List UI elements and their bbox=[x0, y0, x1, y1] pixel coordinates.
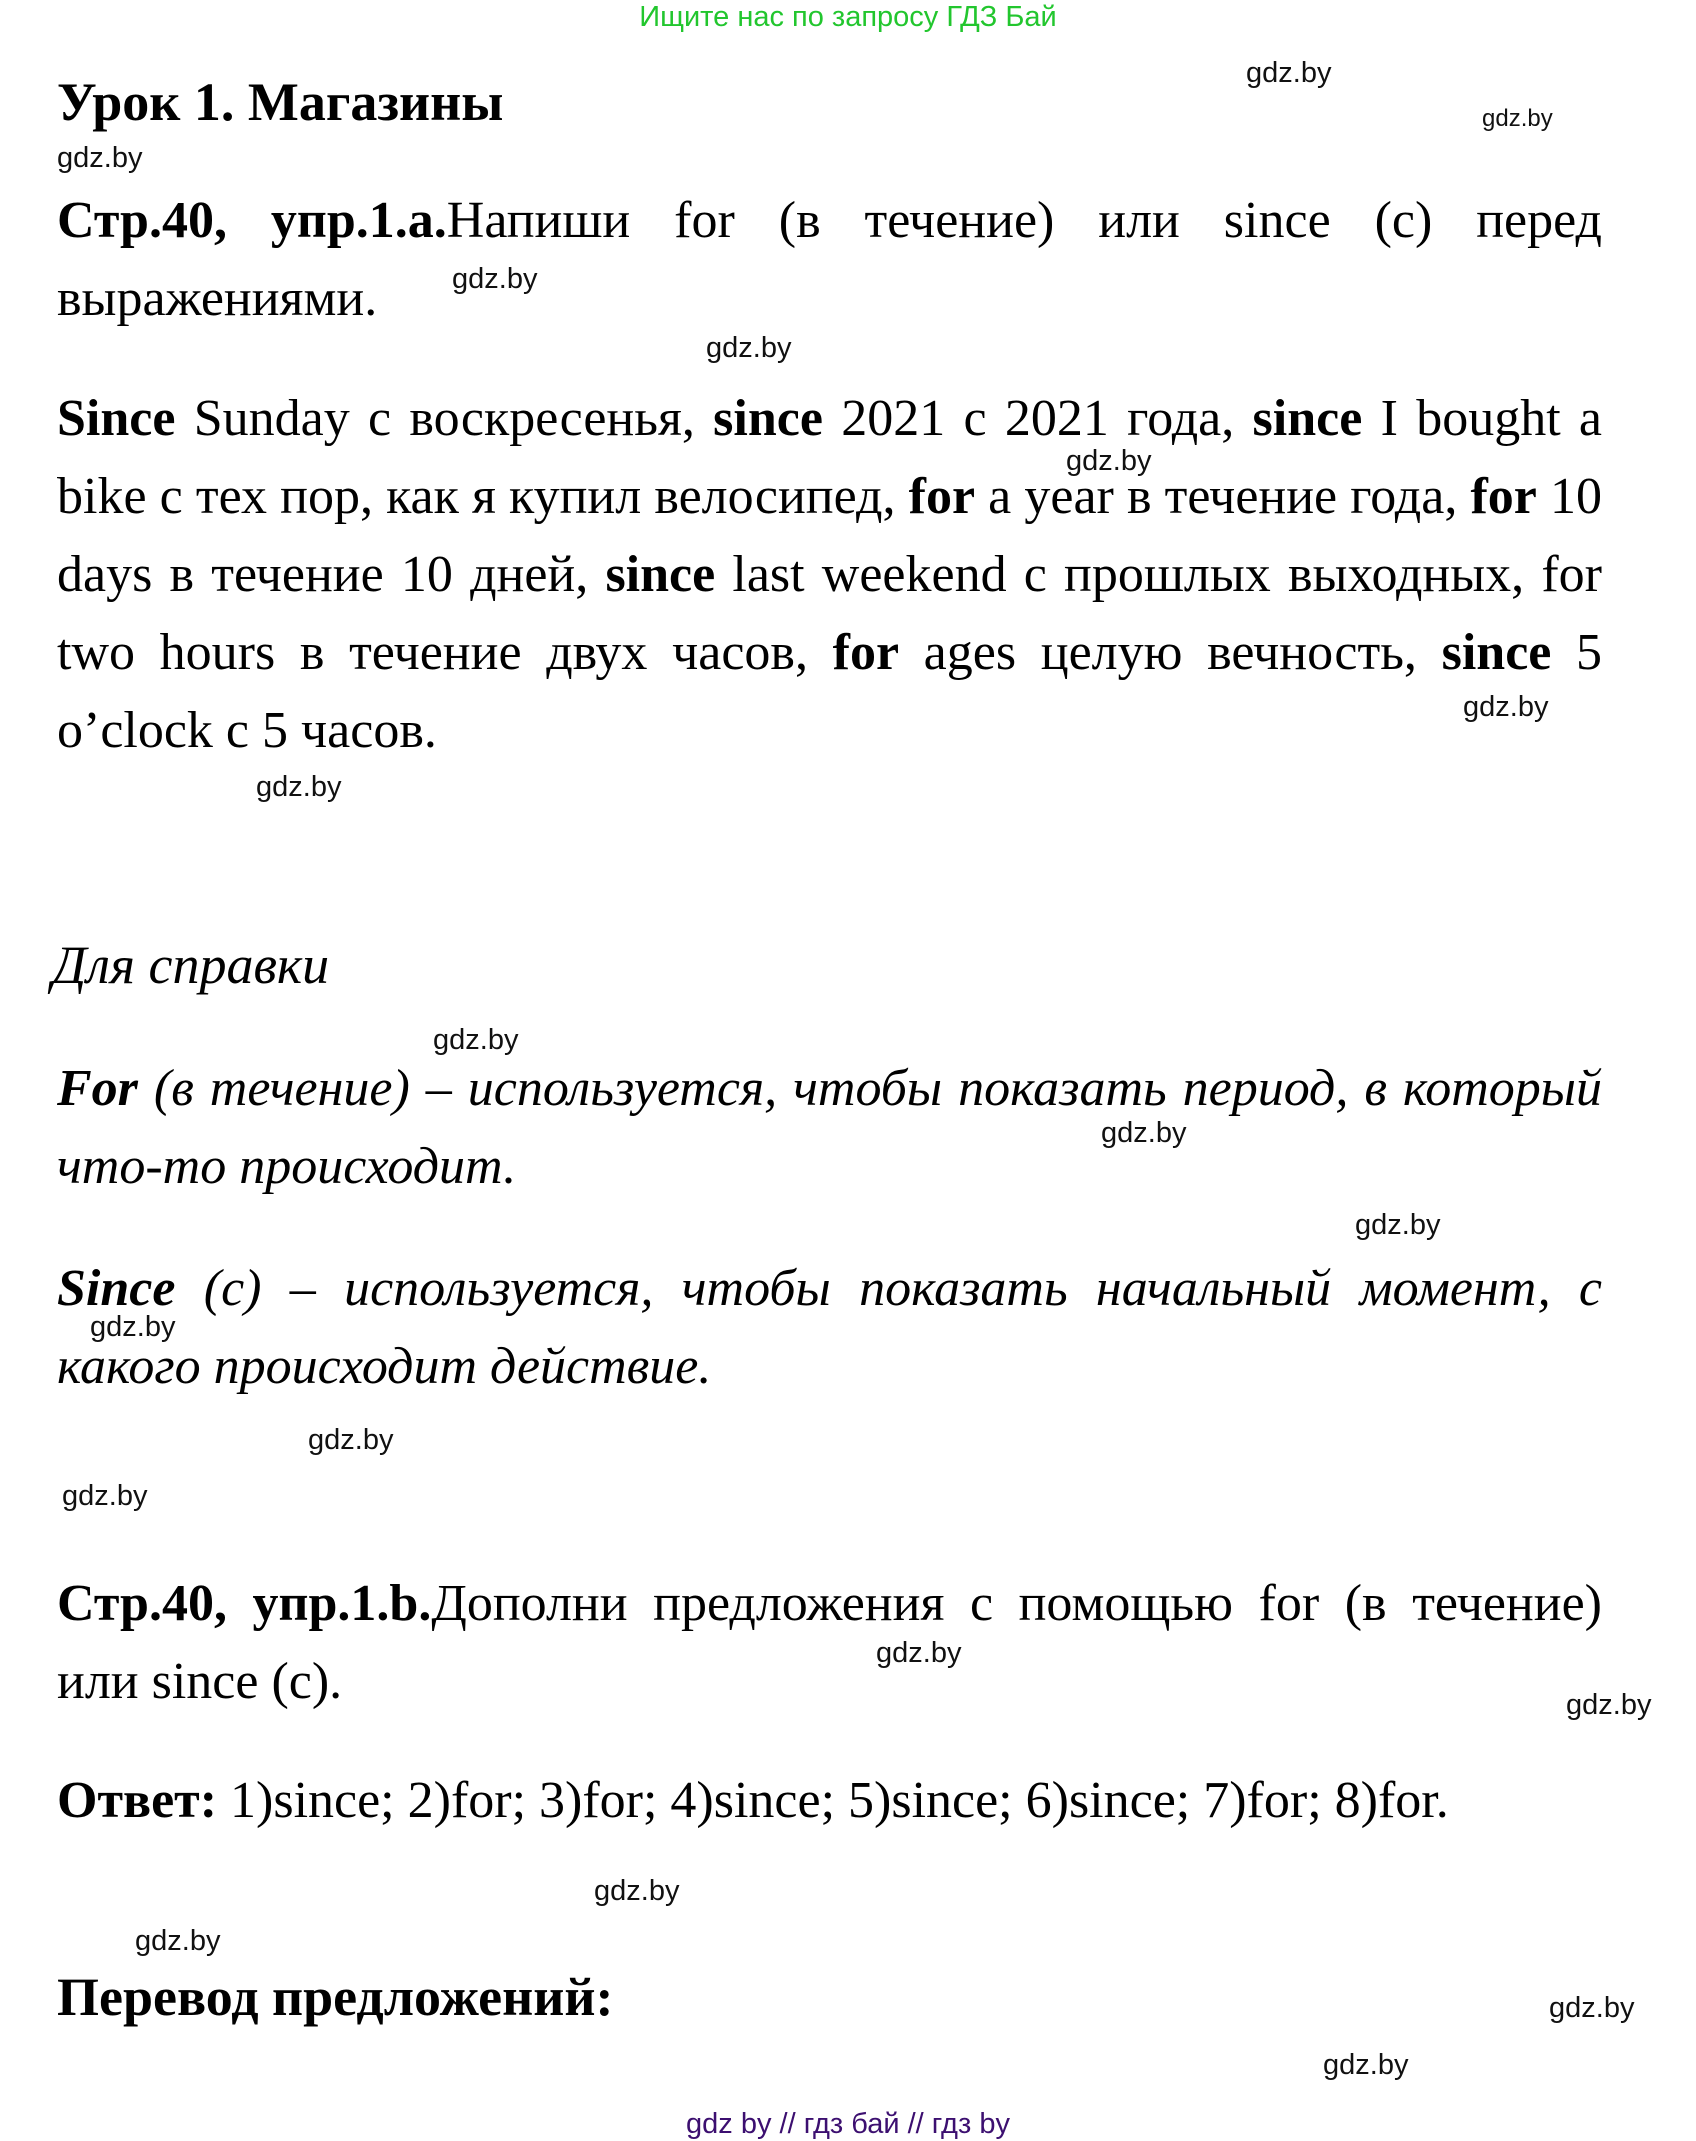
answer-term: since bbox=[713, 390, 823, 447]
watermark: gdz.by bbox=[1549, 1992, 1635, 2024]
exercise-a bbox=[57, 182, 1602, 338]
footer-banner: gdz by // гдз бай // гдз by bbox=[686, 2108, 1010, 2140]
watermark: gdz.by bbox=[1482, 105, 1553, 132]
answer-a bbox=[57, 380, 1602, 770]
answer-text: ages целую вечность, bbox=[899, 624, 1442, 681]
watermark: gdz.by bbox=[62, 1480, 148, 1512]
exercise-a-instruction: Напиши for (в течение) или since (с) перед выражениями. bbox=[57, 192, 1602, 327]
reference-for-text: (в течение) – используется, чтобы показать период, в который что-то происходит. bbox=[57, 1060, 1602, 1195]
watermark: gdz.by bbox=[1246, 57, 1332, 89]
watermark: gdz.by bbox=[90, 1311, 176, 1343]
reference-since-text: (с) – используется, чтобы показать начальный момент, с какого происходит действие. bbox=[57, 1260, 1602, 1395]
watermark: gdz.by bbox=[135, 1925, 221, 1957]
reference-since bbox=[57, 1250, 1602, 1406]
exercise-b bbox=[57, 1565, 1602, 1721]
watermark: gdz.by bbox=[1566, 1689, 1652, 1721]
watermark: gdz.by bbox=[594, 1875, 680, 1907]
watermark: gdz.by bbox=[57, 142, 143, 174]
answer-term: Since bbox=[57, 390, 176, 447]
answer-term: since bbox=[1252, 390, 1363, 447]
reference-heading: Для справки bbox=[52, 935, 330, 995]
answer-text: 10 days в течение 10 дней, bbox=[57, 468, 1603, 603]
answer-term: since bbox=[1441, 624, 1552, 681]
exercise-b-instruction: Дополни предложения с помощью for (в течение) или since (с). bbox=[57, 1575, 1602, 1710]
lesson-title: Урок 1. Магазины bbox=[57, 72, 504, 132]
answer-b-label: Ответ: bbox=[57, 1772, 218, 1829]
translation-heading: Перевод предложений: bbox=[57, 1967, 614, 2027]
header-banner: Ищите нас по запросу ГДЗ Бай bbox=[639, 1, 1057, 33]
answer-term: since bbox=[605, 546, 716, 603]
watermark: gdz.by bbox=[1323, 2049, 1409, 2081]
watermark: gdz.by bbox=[1066, 445, 1152, 477]
reference-for-term: For bbox=[57, 1060, 138, 1117]
answer-term: for bbox=[1470, 468, 1537, 525]
answer-b-text: 1)since; 2)for; 3)for; 4)since; 5)since; 6)since; 7)for; 8)for. bbox=[217, 1772, 1449, 1829]
reference-since-term: Since bbox=[57, 1260, 176, 1317]
exercise-b-label: Стр.40, упр.1.b. bbox=[57, 1575, 432, 1632]
watermark: gdz.by bbox=[308, 1424, 394, 1456]
answer-text: a year в течение года, bbox=[975, 468, 1471, 525]
answer-text: Sunday с воскресенья, bbox=[175, 390, 714, 447]
answer-text: 2021 с 2021 года, bbox=[822, 390, 1253, 447]
watermark: gdz.by bbox=[706, 332, 792, 364]
answer-text: I bought a bike с тех пор, как я купил велосипед, bbox=[57, 390, 1603, 525]
answer-term: for bbox=[832, 624, 900, 681]
watermark: gdz.by bbox=[452, 263, 538, 295]
watermark: gdz.by bbox=[1355, 1209, 1441, 1241]
exercise-a-label: Стр.40, упр.1.a. bbox=[57, 192, 447, 249]
watermark: gdz.by bbox=[256, 771, 342, 803]
answer-text: 5 o’clock с 5 часов. bbox=[57, 624, 1603, 759]
watermark: gdz.by bbox=[1463, 691, 1549, 723]
answer-term: for bbox=[908, 468, 976, 525]
answer-text: last weekend с прошлых выходных, for two hours в течение двух часов, bbox=[57, 546, 1602, 681]
watermark: gdz.by bbox=[1101, 1117, 1187, 1149]
watermark: gdz.by bbox=[876, 1637, 962, 1669]
watermark: gdz.by bbox=[433, 1024, 519, 1056]
answer-b bbox=[57, 1762, 1602, 1840]
reference-for bbox=[57, 1050, 1602, 1206]
